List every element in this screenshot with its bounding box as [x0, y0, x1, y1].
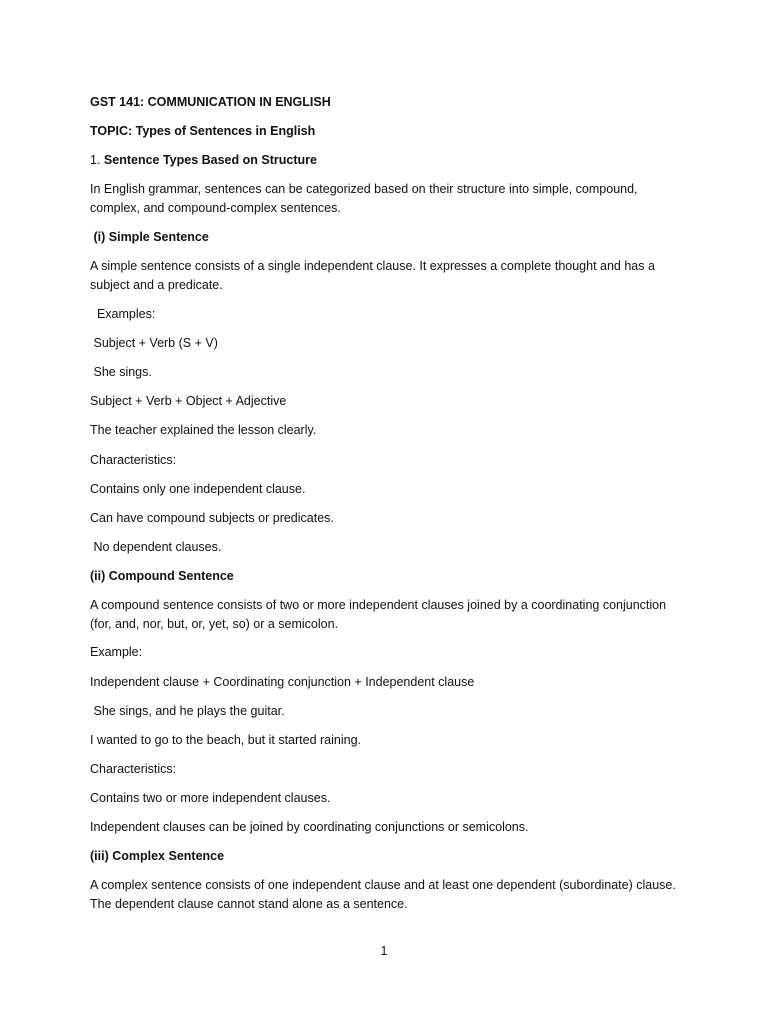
section-heading: [90, 151, 690, 170]
simple-characteristics-label: Characteristics:: [90, 453, 177, 467]
intro-paragraph: In English grammar, sentences can be categorized based on their structure into simple, compound, complex, and compound-complex sentences.: [90, 182, 642, 215]
section-title: Sentence Types Based on Structure: [103, 153, 317, 167]
simple-example-1: She sings.: [90, 365, 152, 379]
simple-sentence-definition: A simple sentence consists of a single independent clause. It expresses a complete thought and has a subject and a predicate.: [90, 259, 659, 292]
compound-sentence-definition: A compound sentence consists of two or more independent clauses joined by a coordinating conjunction (for, and, nor, but, or, yet, so) or a semicolon.: [90, 598, 670, 631]
simple-example-2: The teacher explained the lesson clearly.: [90, 423, 317, 437]
simple-characteristic-2: Can have compound subjects or predicates.: [90, 511, 334, 525]
compound-example-label: Example:: [90, 645, 143, 659]
simple-pattern-1: Subject + Verb (S + V): [90, 336, 218, 350]
complex-sentence-heading: (iii) Complex Sentence: [90, 849, 225, 863]
simple-pattern-2: Subject + Verb + Object + Adjective: [90, 394, 287, 408]
topic-heading: TOPIC: Types of Sentences in English: [90, 124, 316, 138]
compound-example-1: She sings, and he plays the guitar.: [90, 704, 285, 718]
simple-characteristic-1: Contains only one independent clause.: [90, 482, 306, 496]
compound-pattern: Independent clause + Coordinating conjunction + Independent clause: [90, 675, 475, 689]
compound-characteristic-1: Contains two or more independent clauses.: [90, 791, 331, 805]
section-number: 1.: [90, 153, 104, 167]
complex-sentence-definition: A complex sentence consists of one independent clause and at least one dependent (subordinate) clause. The dependent clause cannot stand alone as a sentence.: [90, 878, 680, 911]
compound-characteristic-2: Independent clauses can be joined by coordinating conjunctions or semicolons.: [90, 820, 529, 834]
compound-sentence-heading: (ii) Compound Sentence: [90, 569, 234, 583]
page-number: 1: [380, 944, 388, 958]
simple-characteristic-3: No dependent clauses.: [90, 540, 222, 554]
course-title: GST 141: COMMUNICATION IN ENGLISH: [90, 95, 331, 109]
compound-example-2: I wanted to go to the beach, but it started raining.: [90, 733, 362, 747]
compound-characteristics-label: Characteristics:: [90, 762, 177, 776]
simple-examples-label: Examples:: [90, 307, 156, 321]
simple-sentence-heading: (i) Simple Sentence: [90, 230, 209, 244]
